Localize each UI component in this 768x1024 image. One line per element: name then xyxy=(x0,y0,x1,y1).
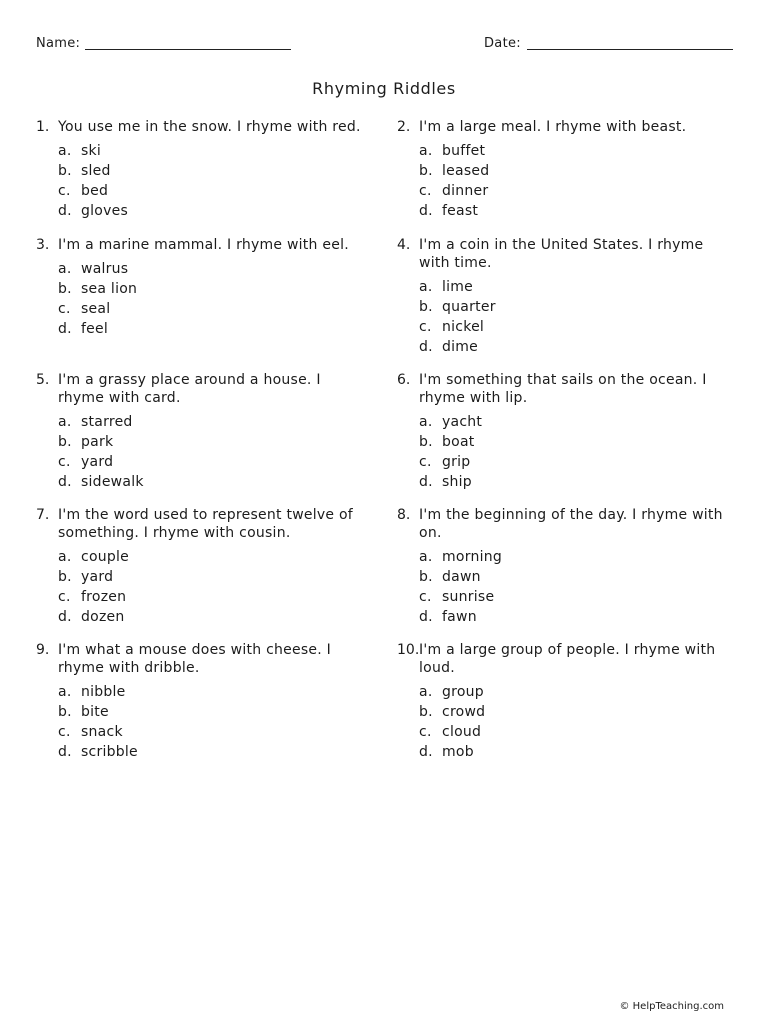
question-number: 7. xyxy=(36,507,50,523)
answer-option xyxy=(419,317,737,337)
option-letter: a. xyxy=(419,279,433,295)
answer-option xyxy=(58,722,376,742)
option-letter: d. xyxy=(58,609,72,625)
option-letter: a. xyxy=(58,261,72,277)
option-letter: b. xyxy=(58,434,72,450)
answer-option xyxy=(419,547,737,567)
option-text: snack xyxy=(81,724,123,740)
option-text: boat xyxy=(442,434,475,450)
option-text: sea lion xyxy=(81,281,138,297)
option-text: mob xyxy=(442,744,474,760)
name-label: Name: xyxy=(36,36,81,51)
answer-option xyxy=(419,277,737,297)
answer-option xyxy=(419,161,737,181)
answer-option xyxy=(58,607,376,627)
answer-option xyxy=(419,412,737,432)
copyright-footer: © HelpTeaching.com xyxy=(619,1001,724,1012)
option-text: sunrise xyxy=(442,589,495,605)
option-letter: d. xyxy=(58,474,72,490)
answer-option xyxy=(419,452,737,472)
answer-option xyxy=(58,682,376,702)
answer-option xyxy=(419,587,737,607)
option-letter: b. xyxy=(58,281,72,297)
option-letter: b. xyxy=(419,569,433,585)
answer-option xyxy=(58,259,376,279)
question-number: 3. xyxy=(36,237,50,253)
option-text: feast xyxy=(442,203,479,219)
question-2 xyxy=(397,118,737,221)
option-text: fawn xyxy=(442,609,477,625)
question-text: rhyme with lip. xyxy=(419,390,528,406)
answer-option xyxy=(58,161,376,181)
option-letter: d. xyxy=(419,203,433,219)
answer-option xyxy=(58,567,376,587)
option-letter: c. xyxy=(419,724,432,740)
worksheet-title: Rhyming Riddles xyxy=(312,79,456,98)
option-text: dime xyxy=(442,339,479,355)
question-text: with time. xyxy=(419,255,492,271)
option-text: feel xyxy=(81,321,109,337)
answer-option xyxy=(58,181,376,201)
answer-options xyxy=(419,682,737,762)
option-letter: a. xyxy=(58,549,72,565)
question-text: You use me in the snow. I rhyme with red. xyxy=(58,119,361,135)
question-8 xyxy=(397,506,737,627)
answer-option xyxy=(419,297,737,317)
answer-option xyxy=(58,702,376,722)
option-letter: a. xyxy=(58,684,72,700)
option-text: seal xyxy=(81,301,111,317)
option-letter: c. xyxy=(58,454,71,470)
date-label: Date: xyxy=(484,36,521,51)
option-letter: c. xyxy=(419,589,432,605)
question-10 xyxy=(397,641,737,762)
option-letter: d. xyxy=(419,339,433,355)
question-text: loud. xyxy=(419,660,455,676)
option-text: group xyxy=(442,684,484,700)
option-text: nickel xyxy=(442,319,485,335)
question-number: 10. xyxy=(397,642,420,658)
option-text: leased xyxy=(442,163,490,179)
option-letter: d. xyxy=(58,321,72,337)
option-text: yard xyxy=(81,569,114,585)
option-text: quarter xyxy=(442,299,496,315)
option-text: dozen xyxy=(81,609,125,625)
option-text: sidewalk xyxy=(81,474,144,490)
question-text: I'm a grassy place around a house. I xyxy=(58,372,321,388)
question-7 xyxy=(36,506,376,627)
option-text: grip xyxy=(442,454,471,470)
answer-option xyxy=(419,702,737,722)
question-text: I'm a large meal. I rhyme with beast. xyxy=(419,119,687,135)
option-letter: c. xyxy=(58,301,71,317)
answer-option xyxy=(58,587,376,607)
option-letter: b. xyxy=(58,569,72,585)
answer-options xyxy=(419,547,737,627)
question-text: I'm what a mouse does with cheese. I xyxy=(58,642,332,658)
option-text: park xyxy=(81,434,114,450)
question-text: I'm something that sails on the ocean. I xyxy=(419,372,707,388)
option-text: yacht xyxy=(442,414,483,430)
option-letter: c. xyxy=(58,183,71,199)
answer-options xyxy=(58,682,376,762)
option-text: morning xyxy=(442,549,502,565)
answer-option xyxy=(419,141,737,161)
answer-options xyxy=(58,259,376,339)
question-number: 6. xyxy=(397,372,411,388)
answer-option xyxy=(58,279,376,299)
option-letter: d. xyxy=(58,744,72,760)
question-text: rhyme with dribble. xyxy=(58,660,200,676)
option-text: lime xyxy=(442,279,474,295)
question-6 xyxy=(397,371,737,492)
option-letter: a. xyxy=(58,414,72,430)
answer-option xyxy=(419,201,737,221)
answer-option xyxy=(419,337,737,357)
answer-options xyxy=(419,141,737,221)
answer-option xyxy=(419,432,737,452)
answer-option xyxy=(419,181,737,201)
option-letter: d. xyxy=(419,474,433,490)
option-letter: c. xyxy=(58,724,71,740)
option-text: buffet xyxy=(442,143,486,159)
option-text: walrus xyxy=(81,261,129,277)
option-text: bite xyxy=(81,704,109,720)
option-letter: d. xyxy=(58,203,72,219)
option-letter: c. xyxy=(419,319,432,335)
option-letter: a. xyxy=(419,549,433,565)
question-number: 2. xyxy=(397,119,411,135)
answer-option xyxy=(58,432,376,452)
question-text: I'm a large group of people. I rhyme with xyxy=(419,642,716,658)
answer-options xyxy=(58,412,376,492)
option-letter: b. xyxy=(419,163,433,179)
answer-option xyxy=(58,412,376,432)
option-letter: b. xyxy=(419,704,433,720)
option-text: bed xyxy=(81,183,109,199)
answer-option xyxy=(58,319,376,339)
option-text: ski xyxy=(81,143,102,159)
question-text: I'm the word used to represent twelve of xyxy=(58,507,353,523)
name-blank-line xyxy=(85,49,291,50)
option-letter: a. xyxy=(419,143,433,159)
option-text: crowd xyxy=(442,704,486,720)
answer-option xyxy=(419,742,737,762)
question-1 xyxy=(36,118,376,221)
question-text: rhyme with card. xyxy=(58,390,181,406)
option-letter: b. xyxy=(58,704,72,720)
option-letter: c. xyxy=(58,589,71,605)
answer-option xyxy=(419,472,737,492)
question-number: 1. xyxy=(36,119,50,135)
question-5 xyxy=(36,371,376,492)
option-letter: c. xyxy=(419,454,432,470)
question-number: 9. xyxy=(36,642,50,658)
answer-option xyxy=(58,201,376,221)
question-number: 4. xyxy=(397,237,411,253)
answer-options xyxy=(58,547,376,627)
answer-options xyxy=(419,277,737,357)
option-text: starred xyxy=(81,414,133,430)
option-letter: d. xyxy=(419,744,433,760)
option-letter: a. xyxy=(419,414,433,430)
option-text: nibble xyxy=(81,684,126,700)
answer-option xyxy=(58,547,376,567)
answer-option xyxy=(419,607,737,627)
option-text: frozen xyxy=(81,589,127,605)
question-number: 8. xyxy=(397,507,411,523)
option-text: dawn xyxy=(442,569,481,585)
option-letter: d. xyxy=(419,609,433,625)
answer-options xyxy=(58,141,376,221)
question-text: I'm the beginning of the day. I rhyme with xyxy=(419,507,723,523)
option-text: dinner xyxy=(442,183,489,199)
answer-option xyxy=(419,722,737,742)
option-text: cloud xyxy=(442,724,482,740)
question-3 xyxy=(36,236,376,339)
option-letter: c. xyxy=(419,183,432,199)
answer-option xyxy=(419,682,737,702)
option-text: yard xyxy=(81,454,114,470)
question-text: something. I rhyme with cousin. xyxy=(58,525,291,541)
date-blank-line xyxy=(527,49,733,50)
question-text: I'm a marine mammal. I rhyme with eel. xyxy=(58,237,349,253)
answer-options xyxy=(419,412,737,492)
question-text: I'm a coin in the United States. I rhyme xyxy=(419,237,704,253)
answer-option xyxy=(58,141,376,161)
option-letter: a. xyxy=(58,143,72,159)
option-text: scribble xyxy=(81,744,138,760)
option-letter: b. xyxy=(419,434,433,450)
option-letter: b. xyxy=(58,163,72,179)
answer-option xyxy=(419,567,737,587)
answer-option xyxy=(58,452,376,472)
question-4 xyxy=(397,236,737,357)
answer-option xyxy=(58,299,376,319)
option-text: gloves xyxy=(81,203,129,219)
option-text: ship xyxy=(442,474,472,490)
option-text: sled xyxy=(81,163,111,179)
option-letter: b. xyxy=(419,299,433,315)
answer-option xyxy=(58,472,376,492)
option-letter: a. xyxy=(419,684,433,700)
answer-option xyxy=(58,742,376,762)
question-9 xyxy=(36,641,376,762)
option-text: couple xyxy=(81,549,130,565)
question-number: 5. xyxy=(36,372,50,388)
question-text: on. xyxy=(419,525,442,541)
